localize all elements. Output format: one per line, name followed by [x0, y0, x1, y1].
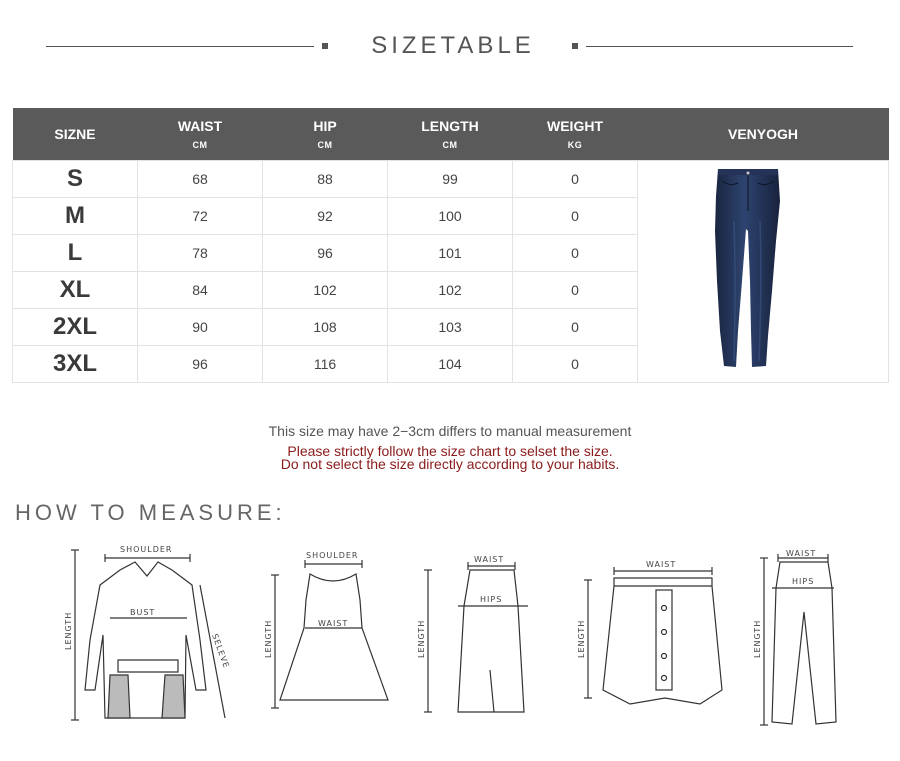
page-title: SIZETABLE [371, 32, 535, 59]
length-cell: 102 [388, 271, 513, 308]
size-cell: M [13, 197, 138, 234]
label-coat-length: LENGTH [64, 611, 73, 650]
dress-icon [271, 560, 388, 708]
title-divider-left [46, 46, 314, 47]
length-cell: 100 [388, 197, 513, 234]
hip-cell: 108 [263, 308, 388, 345]
product-image [638, 161, 888, 379]
label-trousers-length: LENGTH [753, 619, 762, 658]
header-waist: WAIST CM [138, 108, 263, 160]
waist-cell: 72 [138, 197, 263, 234]
waist-cell: 78 [138, 234, 263, 271]
skirt-icon [424, 562, 528, 712]
label-skirt-hips: HIPS [480, 595, 503, 604]
weight-cell: 0 [513, 234, 638, 271]
label-shorts-length: LENGTH [577, 619, 586, 658]
label-trousers-hips: HIPS [792, 577, 815, 586]
warning-note-1: Please strictly follow the size chart to selset the size. [287, 443, 613, 459]
header-size: SIZNE [13, 108, 138, 160]
label-skirt-length: LENGTH [417, 619, 426, 658]
title-divider-right [586, 46, 853, 47]
label-dress-waist: WAIST [318, 619, 349, 628]
label-sleeve: SELEVE [210, 632, 231, 670]
weight-cell: 0 [513, 345, 638, 382]
measurement-note: This size may have 2−3cm differs to manual measurement [268, 423, 632, 439]
table-header-row [13, 108, 889, 160]
table-row [13, 160, 889, 197]
length-cell: 101 [388, 234, 513, 271]
header-weight: WEIGHT KG [513, 108, 638, 160]
size-cell: 3XL [13, 345, 138, 382]
header-length: LENGTH CM [388, 108, 513, 160]
waist-cell: 68 [138, 160, 263, 197]
label-trousers-waist: WAIST [786, 549, 817, 558]
coat-icon [71, 550, 225, 720]
weight-cell: 0 [513, 308, 638, 345]
label-shoulder: SHOULDER [120, 545, 173, 554]
label-dress-shoulder: SHOULDER [306, 551, 359, 560]
weight-cell: 0 [513, 160, 638, 197]
length-cell: 99 [388, 160, 513, 197]
header-hip: HIP CM [263, 108, 388, 160]
length-cell: 104 [388, 345, 513, 382]
hip-cell: 116 [263, 345, 388, 382]
hip-cell: 102 [263, 271, 388, 308]
waist-cell: 96 [138, 345, 263, 382]
label-dress-length: LENGTH [264, 619, 273, 658]
size-cell: S [13, 160, 138, 197]
title-dot-left [322, 43, 328, 49]
pants-icon [715, 169, 780, 367]
shorts-icon [584, 567, 722, 704]
size-cell: L [13, 234, 138, 271]
label-skirt-waist: WAIST [474, 555, 505, 564]
weight-cell: 0 [513, 197, 638, 234]
hip-cell: 96 [263, 234, 388, 271]
hip-cell: 92 [263, 197, 388, 234]
weight-cell: 0 [513, 271, 638, 308]
sizetable-title-row [0, 30, 900, 62]
waist-cell: 84 [138, 271, 263, 308]
warning-note-2: Do not select the size directly according to your habits. [280, 456, 620, 472]
length-cell: 103 [388, 308, 513, 345]
how-to-measure-title: HOW TO MEASURE: [15, 500, 286, 525]
size-table [12, 108, 889, 383]
size-cell: XL [13, 271, 138, 308]
product-image-cell [638, 160, 889, 382]
hip-cell: 88 [263, 160, 388, 197]
size-cell: 2XL [13, 308, 138, 345]
title-dot-right [572, 43, 578, 49]
waist-cell: 90 [138, 308, 263, 345]
header-brand: VENYOGH [638, 108, 889, 160]
label-bust: BUST [130, 608, 156, 617]
label-shorts-waist: WAIST [646, 560, 677, 569]
measure-figures [0, 540, 900, 740]
